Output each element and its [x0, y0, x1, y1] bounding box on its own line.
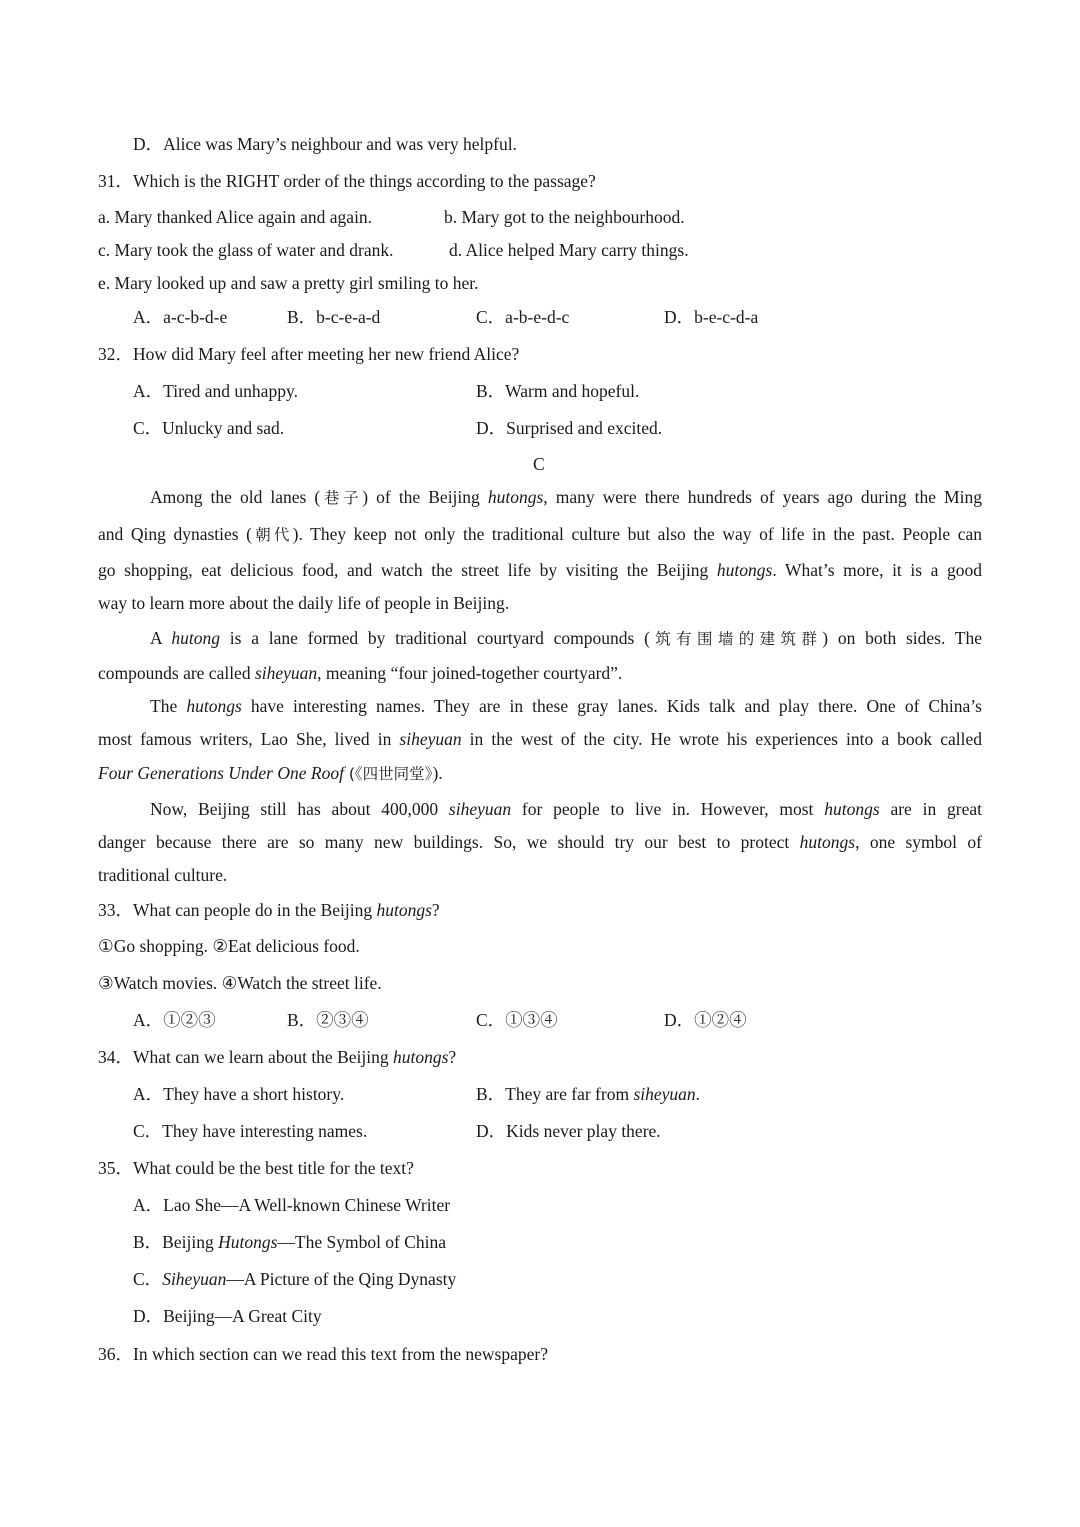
- q31-option-c: C．a-b-e-d-c: [476, 307, 570, 327]
- q30-option-d: D．Alice was Mary’s neighbour and was very helpful.: [133, 134, 517, 154]
- q33-option-d: D．①②④: [664, 1010, 747, 1030]
- q34-option-b: B．They are far from siheyuan.: [476, 1084, 701, 1104]
- q35-option-d: D．Beijing—A Great City: [133, 1306, 322, 1326]
- p2-line-2: compounds are called siheyuan, meaning “four joined-together courtyard”.: [98, 663, 623, 683]
- q32-option-a: A．Tired and unhappy.: [133, 381, 298, 401]
- q31-stem: 31．Which is the RIGHT order of the things according to the passage?: [98, 171, 596, 191]
- q31-item-d: d. Alice helped Mary carry things.: [449, 240, 689, 260]
- q31-option-a: A．a-c-b-d-e: [133, 307, 228, 327]
- q34-option-d: D．Kids never play there.: [476, 1121, 661, 1141]
- p4-line-1: Now, Beijing still has about 400,000 siheyuan for people to live in. However, most hutongs are in great: [150, 799, 982, 819]
- q31-option-b: B．b-c-e-a-d: [287, 307, 381, 327]
- q33-option-b: B．②③④: [287, 1010, 369, 1030]
- p1-line-2: and Qing dynasties (朝代). They keep not only the traditional culture but also the way of life in the past. People can: [98, 524, 982, 544]
- q32-option-b: B．Warm and hopeful.: [476, 381, 640, 401]
- q35-option-c: C．Siheyuan—A Picture of the Qing Dynasty: [133, 1269, 457, 1289]
- p3-line-3: Four Generations Under One Roof (《四世同堂》).: [98, 763, 443, 783]
- q32-stem: 32．How did Mary feel after meeting her new friend Alice?: [98, 344, 520, 364]
- q31-option-d: D．b-e-c-d-a: [664, 307, 759, 327]
- q33-option-a: A．①②③: [133, 1010, 216, 1030]
- p4-line-3: traditional culture.: [98, 865, 228, 885]
- p3-line-2: most famous writers, Lao She, lived in siheyuan in the west of the city. He wrote his experiences into a book called: [98, 729, 982, 749]
- q31-item-b: b. Mary got to the neighbourhood.: [444, 207, 685, 227]
- p1-line-4: way to learn more about the daily life of people in Beijing.: [98, 593, 510, 613]
- q31-item-e: e. Mary looked up and saw a pretty girl smiling to her.: [98, 273, 479, 293]
- q33-option-c: C．①③④: [476, 1010, 558, 1030]
- p2-line-1: A hutong is a lane formed by traditional courtyard compounds (筑有围墙的建筑群) on both sides. The: [150, 628, 982, 648]
- q35-option-a: A．Lao She—A Well-known Chinese Writer: [133, 1195, 451, 1215]
- q33-choices-line-2: ③Watch movies. ④Watch the street life.: [98, 973, 382, 993]
- q35-stem: 35．What could be the best title for the text?: [98, 1158, 414, 1178]
- passage-paragraph-1: [98, 485, 982, 615]
- q33-stem: 33．What can people do in the Beijing hutongs?: [98, 900, 440, 920]
- q32-option-c: C．Unlucky and sad.: [133, 418, 285, 438]
- q35-option-b: B．Beijing Hutongs—The Symbol of China: [133, 1232, 447, 1252]
- q32-option-d: D．Surprised and excited.: [476, 418, 663, 438]
- p1-line-1: Among the old lanes (巷子) of the Beijing hutongs, many were there hundreds of years ago during the Ming: [150, 487, 982, 507]
- passage-paragraph-3: [98, 694, 982, 785]
- p1-line-3: go shopping, eat delicious food, and watch the street life by visiting the Beijing hutongs. What’s more, it is a good: [98, 560, 983, 580]
- passage-paragraph-2: [98, 626, 982, 685]
- q34-stem: 34．What can we learn about the Beijing hutongs?: [98, 1047, 457, 1067]
- passage-paragraph-4: [98, 797, 982, 887]
- q36-stem: 36．In which section can we read this text from the newspaper?: [98, 1344, 548, 1364]
- q34-option-c: C．They have interesting names.: [133, 1121, 368, 1141]
- p4-line-2: danger because there are so many new buildings. So, we should try our best to protect hutongs, one symbol of: [98, 832, 982, 852]
- q31-item-a: a. Mary thanked Alice again and again.: [98, 207, 373, 227]
- q34-option-a: A．They have a short history.: [133, 1084, 345, 1104]
- section-c-heading: C: [533, 454, 545, 474]
- q31-item-c: c. Mary took the glass of water and drank.: [98, 240, 394, 260]
- q33-choices-line-1: ①Go shopping. ②Eat delicious food.: [98, 936, 360, 956]
- p3-line-1: The hutongs have interesting names. They are in these gray lanes. Kids talk and play there. One of China’s: [150, 696, 982, 716]
